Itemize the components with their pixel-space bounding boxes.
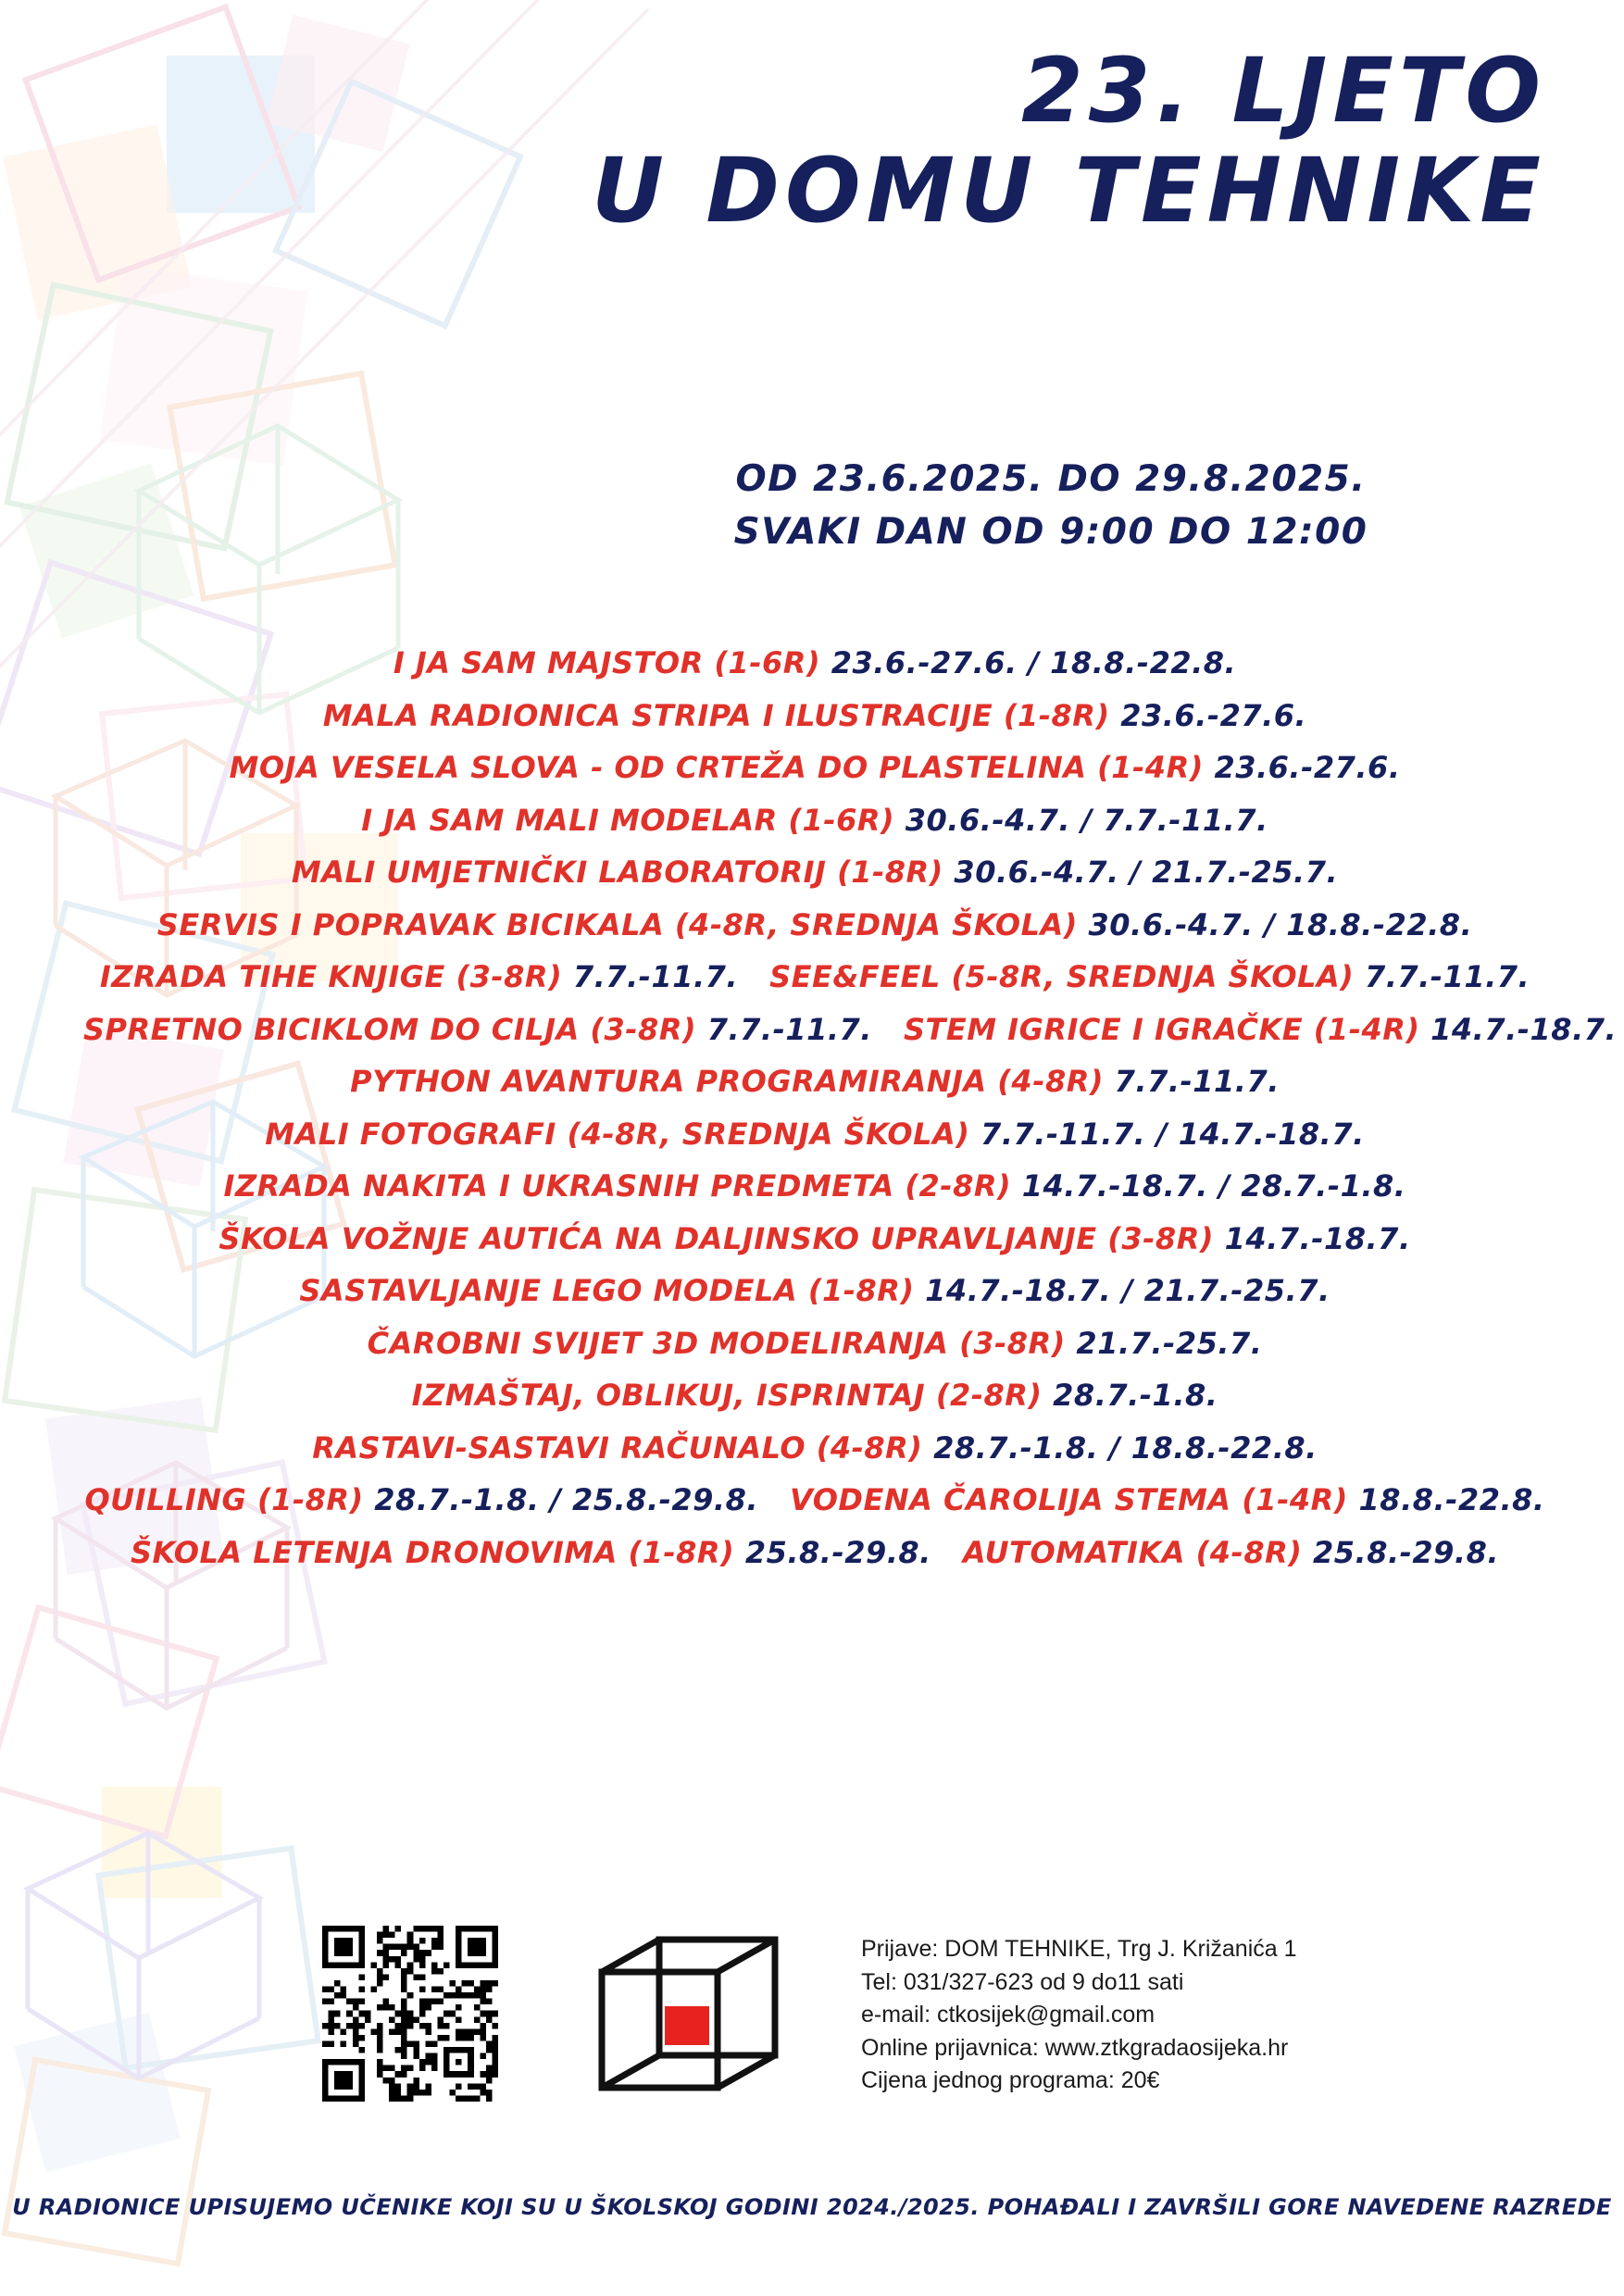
program-name: QUILLING (1-8R) [84,1482,364,1517]
program-name: I JA SAM MAJSTOR (1-6R) [393,645,821,680]
program-date: 23.6.-27.6. [1214,750,1401,785]
eligibility-note: U RADIONICE UPISUJEMO UČENIKE KOJI SU U ŠKOLSKOJ GODINI 2024./2025. POHAĐALI I ZAVRŠILI GORE NAVEDENE RAZREDE [12,2194,1612,2220]
program-row [83,959,1546,994]
program-name: STEM IGRICE I IGRAČKE (1-4R) [903,1011,1420,1047]
program-date: 28.7.-1.8. / 25.8.-29.8. [374,1482,758,1517]
program-name: IZMAŠTAJ, OBLIKUJ, ISPRINTAJ (2-8R) [411,1378,1043,1413]
program-date: 14.7.-18.7. / 21.7.-25.7. [925,1273,1330,1308]
program-date: 18.8.-22.8. [1358,1482,1545,1517]
program-name: VODENA ČAROLIJA STEMA (1-4R) [789,1482,1348,1517]
program-name: AUTOMATIKA (4-8R) [962,1534,1303,1570]
program-date: 7.7.-11.7. [1364,959,1530,994]
program-row [83,802,1546,838]
program-date: 30.6.-4.7. / 7.7.-11.7. [905,802,1268,838]
program-date: 28.7.-1.8. / 18.8.-22.8. [933,1429,1318,1466]
program-date: 30.6.-4.7. / 21.7.-25.7. [954,855,1339,890]
qr-code-icon[interactable] [322,1926,498,2102]
program-date: 23.6.-27.6. [1120,697,1307,733]
program-name: MALI FOTOGRAFI (4-8R, SREDNJA ŠKOLA) [265,1116,970,1152]
program-list [83,645,1618,1590]
contact-price: Cijena jednog programa: 20€ [861,2067,1160,2093]
contact-website[interactable]: Online prijavnica: www.ztkgradaosijeka.hr [861,2034,1289,2061]
program-name: ŠKOLA LETENJA DRONOVIMA (1-8R) [130,1534,735,1570]
program-row [83,1325,1546,1361]
program-date: 28.7.-1.8. [1053,1378,1218,1413]
program-date: 23.6.-27.6. / 18.8.-22.8. [831,645,1237,680]
program-name: ČAROBNI SVIJET 3D MODELIRANJA (3-8R) [367,1325,1066,1361]
poster-subtitle [556,454,1546,558]
program-name: MOJA VESELA SLOVA - OD CRTEŽA DO PLASTELINA (1-4R) [229,750,1204,785]
program-date: 30.6.-4.7. / 18.8.-22.8. [1088,906,1473,942]
program-date: 21.7.-25.7. [1076,1325,1263,1361]
program-name: SERVIS I POPRAVAK BICIKALA (4-8R, SREDNJA ŠKOLA) [156,906,1078,942]
contact-phone: Tel: 031/327-623 od 9 do11 sati [861,1968,1184,1995]
program-name: IZRADA NAKITA I UKRASNIH PREDMETA (2-8R) [223,1168,1012,1204]
program-name: IZRADA TIHE KNJIGE (3-8R) [99,959,563,994]
program-name: SPRETNO BICIKLOM DO CILJA (3-8R) [83,1011,697,1047]
contact-block [861,1933,1528,2098]
program-name: I JA SAM MALI MODELAR (1-6R) [361,802,895,838]
program-date: 14.7.-18.7. [1224,1220,1411,1256]
program-date: 25.8.-29.8. [744,1534,931,1570]
title-line-2: U DOMU TEHNIKE [591,138,1546,243]
program-date: 14.7.-18.7. / 28.7.-1.8. [1021,1168,1406,1204]
cube-accent [665,2006,709,2045]
program-date: 7.7.-11.7. [572,959,739,994]
program-row [83,697,1546,733]
program-name: MALI UMJETNIČKI LABORATORIJ (1-8R) [291,855,943,890]
subtitle-hours: SVAKI DAN OD 9:00 DO 12:00 [733,510,1368,553]
program-row [83,750,1546,785]
program-row [83,1011,1618,1047]
program-row [83,1534,1546,1570]
program-row [83,1378,1546,1413]
program-row [83,1168,1546,1204]
program-date: 7.7.-11.7. [1114,1064,1280,1099]
program-name: RASTAVI-SASTAVI RAČUNALO (4-8R) [312,1429,923,1466]
program-date: 25.8.-29.8. [1313,1534,1499,1570]
cube-logo-icon [593,1930,787,2102]
contact-email[interactable]: e-mail: ctkosijek@gmail.com [861,2002,1156,2028]
program-row [83,1064,1546,1099]
program-name: PYTHON AVANTURA PROGRAMIRANJA (4-8R) [350,1064,1104,1099]
program-row [83,855,1546,890]
subtitle-dates: OD 23.6.2025. DO 29.8.2025. [735,458,1367,500]
program-row [83,906,1546,942]
poster-footer [0,1907,1624,2185]
program-row [83,1482,1546,1517]
program-name: MALA RADIONICA STRIPA I ILUSTRACIJE (1-8R) [322,697,1110,733]
title-line-1: 23. LJETO [1020,39,1546,143]
program-name: SEE&FEEL (5-8R, SREDNJA ŠKOLA) [769,959,1355,994]
contact-address: Prijave: DOM TEHNIKE, Trg J. Križanića 1 [861,1936,1297,1962]
program-row [83,1116,1546,1152]
program-row [83,645,1546,680]
program-name: ŠKOLA VOŽNJE AUTIĆA NA DALJINSKO UPRAVLJANJE (3-8R) [219,1220,1214,1256]
poster-title [167,39,1546,243]
program-name: SASTAVLJANJE LEGO MODELA (1-8R) [299,1273,915,1308]
program-row [83,1220,1546,1256]
program-date: 7.7.-11.7. / 14.7.-18.7. [981,1116,1365,1152]
program-row [83,1273,1546,1308]
program-row [83,1429,1546,1466]
program-date: 7.7.-11.7. [706,1011,872,1047]
program-date: 14.7.-18.7. [1430,1011,1618,1047]
